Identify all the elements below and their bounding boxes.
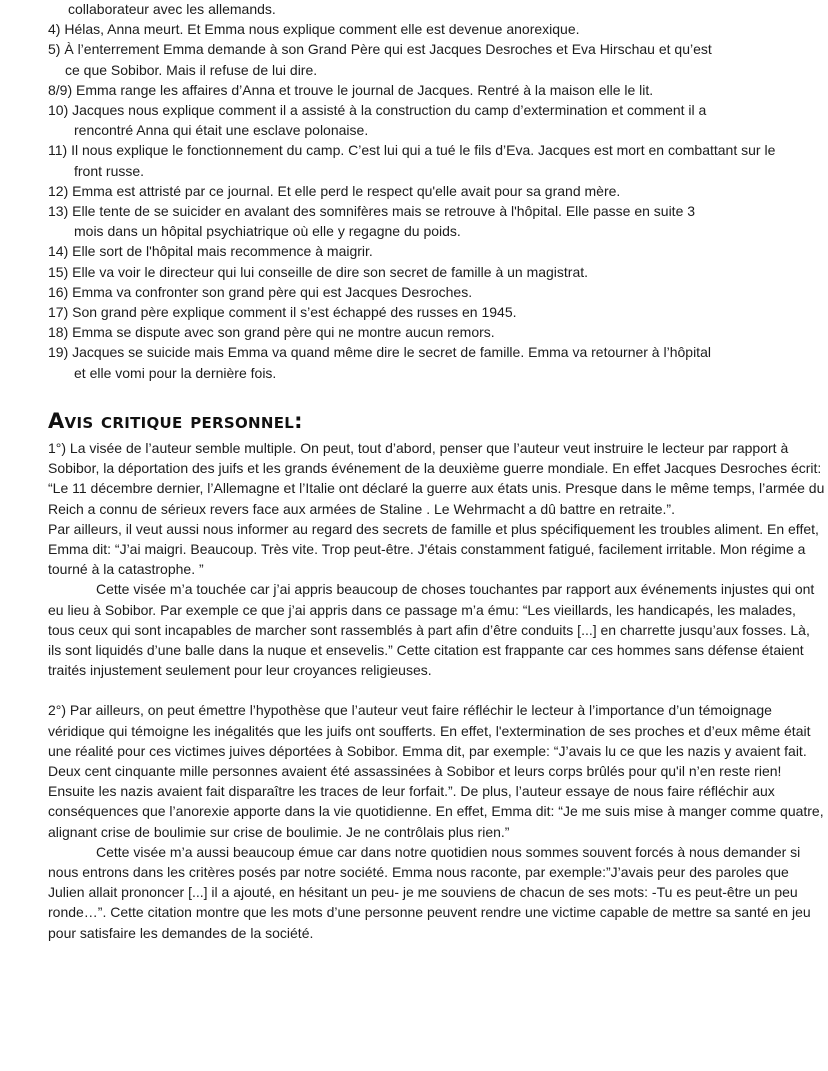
list-item: 8/9) Emma range les affaires d’Anna et trouve le journal de Jacques. Rentré à la maison elle le lit.	[48, 81, 654, 98]
paragraph: Par ailleurs, il veut aussi nous informer au regard des secrets de famille et plus spécifiquement les troubles aliment. En effet, Emma dit: “J’ai maigri. Beaucoup. Très vite. Trop peut-être. J'étais constamment fatigué, facilement irritable. Mon régime a tourné à la catastrophe. ”	[48, 520, 819, 578]
list-item: 13) Elle tente de se suicider en avalant des somnifères mais se retrouve à l'hôpital. Elle passe en suite 3 mois dans un hôpital psychiatrique où elle y regagne du poids.	[48, 203, 696, 240]
list-item: 10) Jacques nous explique comment il a assisté à la construction du camp d’extermination et comment il a rencontré Anna qui était une esclave polonaise.	[48, 102, 707, 139]
list-item: 15) Elle va voir le directeur qui lui conseille de dire son secret de famille à un magistrat.	[48, 263, 589, 280]
list-item: 17) Son grand père explique comment il s’est échappé des russes en 1945.	[48, 304, 517, 321]
list-item: 5) À l’enterrement Emma demande à son Grand Père qui est Jacques Desroches et Eva Hirschau et qu’est ce que Sobibor. Mais il refuse de lui dire.	[48, 41, 712, 78]
list-item: 16) Emma va confronter son grand père qui est Jacques Desroches.	[48, 283, 473, 300]
section-body	[48, 438, 826, 943]
section-heading: Avis critique personnel:	[48, 409, 303, 433]
paragraph: 1°) La visée de l’auteur semble multiple. On peut, tout d’abord, penser que l’auteur veut instruire le lecteur par rapport à Sobibor, la déportation des juifs et les grands événement de la deuxième guerre mondiale. En effet Jacques Desroches écrit: “Le 11 décembre dernier, l’Allemagne et l’Italie ont déclaré la guerre aux états unis. Presque dans le même temps, l’armée du Reich a connu de sérieux revers face aux armées de Staline . Le Wehrmacht a dû battre en retraite.”.	[48, 440, 825, 517]
list-item: 11) Il nous explique le fonctionnement du camp. C’est lui qui a tué le fils d’Eva. Jacques est mort en combattant sur le front russe.	[48, 142, 776, 179]
list-item: 14) Elle sort de l'hôpital mais recommence à maigrir.	[48, 243, 373, 260]
list-item: 12) Emma est attristé par ce journal. Et elle perd le respect qu'elle avait pour sa grand mère.	[48, 182, 621, 199]
list-item: 19) Jacques se suicide mais Emma va quand même dire le secret de famille. Emma va retourner à l’hôpital et elle vomi pour la dernière fois.	[48, 344, 711, 381]
list-item: 18) Emma se dispute avec son grand père qui ne montre aucun remors.	[48, 324, 495, 341]
paragraph: Cette visée m’a aussi beaucoup émue car dans notre quotidien nous sommes souvent forcés à nous demander si nous entrons dans les critères posés par notre société. Emma nous raconte, par exemple:”J’avais peur des paroles que Julien allait prononcer [...] il a ajouté, en hésitant un peu- je me souviens de chacun de ses mots: -Tu es peut-être un peu ronde…”. Cette citation montre que les mots d’une personne peuvent rendre une victime capable de mettre sa santé en jeu pour satisfaire les demandes de la société.	[48, 843, 811, 941]
list-item: 4) Hélas, Anna meurt. Et Emma nous explique comment elle est devenue anorexique.	[48, 21, 580, 38]
list-item	[48, 0, 826, 19]
paragraph: Cette visée m’a touchée car j’ai appris beaucoup de choses touchantes par rapport aux événements injustes qui ont eu lieu à Sobibor. Par exemple ce que j’ai appris dans ce passage m’a ému: “Les vieillards, les handicapés, les malades, tous ceux qui sont incapables de marcher sont rassemblés à part afin d’être conduits [...] en charrette jusqu’aux fosses. Là, ils sont liquidés d’une balle dans la nuque et ensevelis.” Cette citation est frappante car ces hommes sans défense étaient traités injustement seulement pour leur croyances religieuses.	[48, 581, 815, 679]
paragraph: 2°) Par ailleurs, on peut émettre l’hypothèse que l’auteur veut faire réfléchir le lecteur à l’importance d’un témoignage véridique qui témoigne les inégalités que les juifs ont soufferts. En effet, l'extermination de ses proches et d’eux même était une réalité pour ces victimes juives déportées à Sobibor. Emma dit, par exemple: “J’avais lu ce que les nazis y avaient fait. Deux cent cinquante mille personnes avaient été assassinées à Sobibor et leurs corps brûlés pour qu'il n’en reste rien! Ensuite les nazis avaient fait disparaître les traces de leur forfait.”. De plus, l’auteur essaye de nous faire réfléchir aux conséquences que l’anorexie apporte dans la vie quotidienne. En effet, Emma dit: “Je me suis mise à manger comme quatre, alignant crise de boulimie sur crise de boulimie. Je ne contrôlais plus rien.”	[48, 702, 824, 840]
summary-list	[48, 0, 826, 383]
list-continuation: collaborateur avec les allemands.	[68, 1, 276, 17]
